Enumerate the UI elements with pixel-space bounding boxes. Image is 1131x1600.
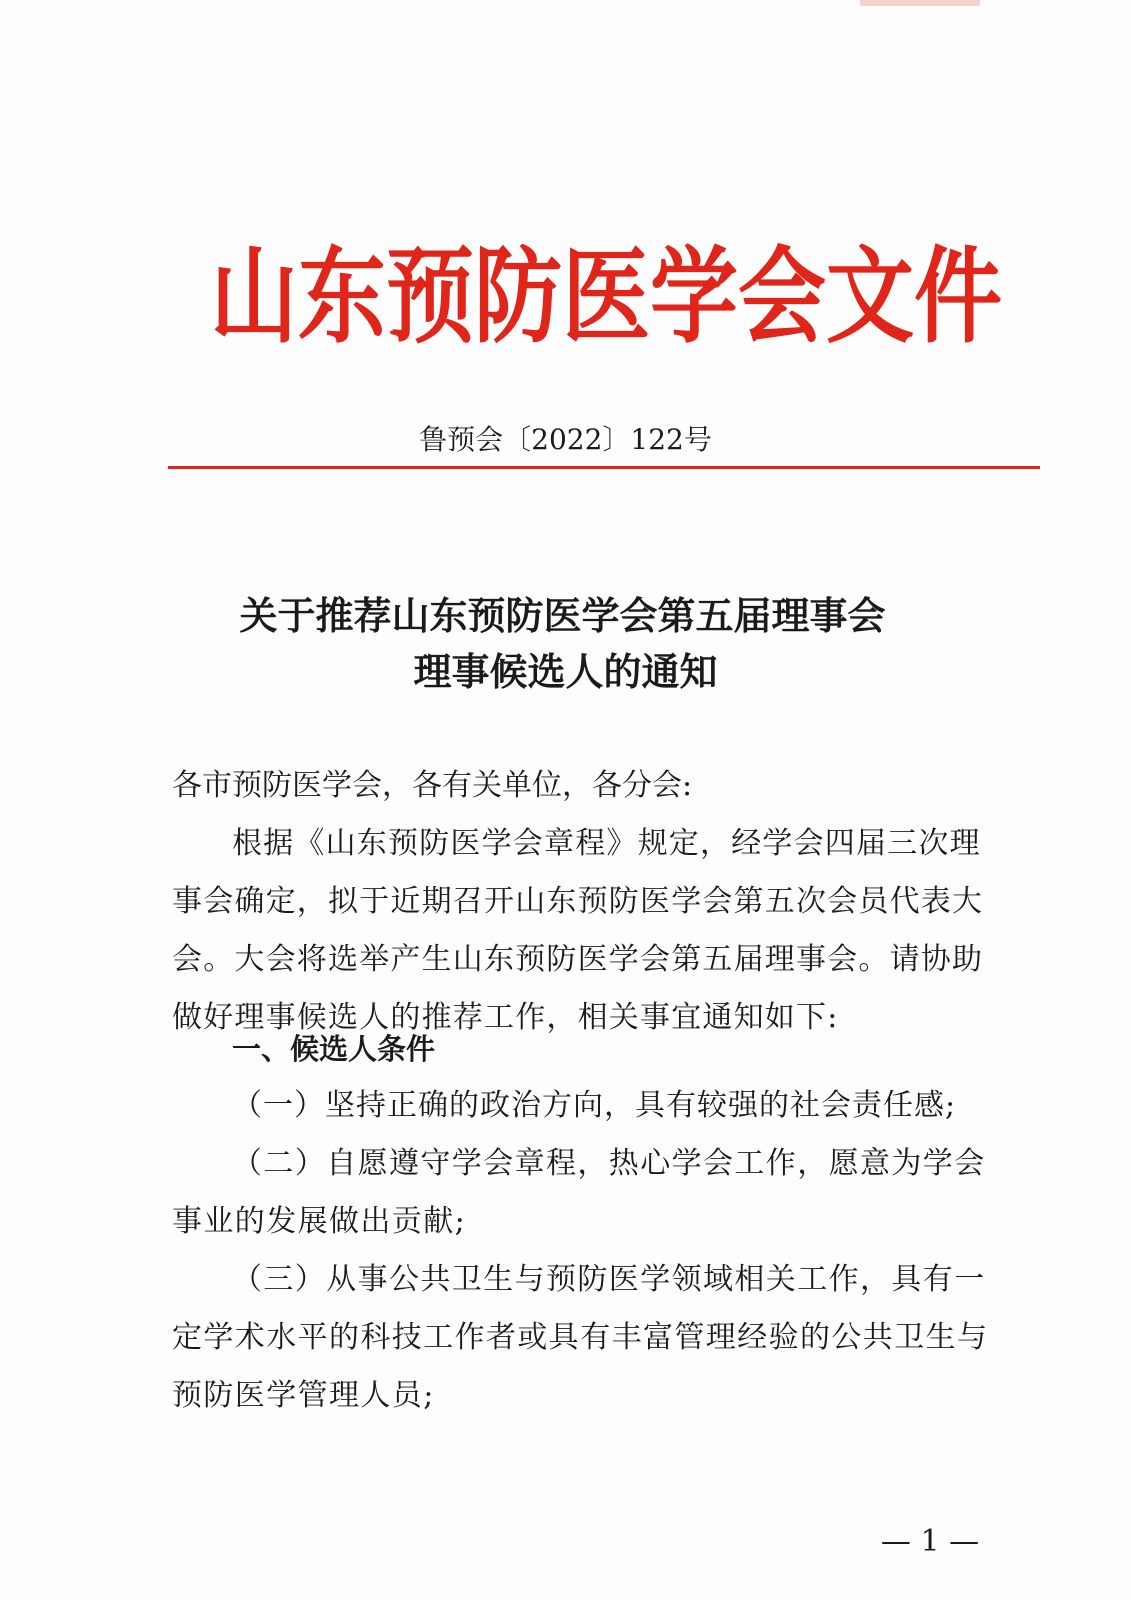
notice-title-line-2: 理事候选人的通知 (413, 649, 718, 694)
section-heading-candidate-conditions: 一、候选人条件 (232, 1032, 436, 1066)
page-number: — 1 — (880, 1524, 980, 1559)
salutation: 各市预防医学会，各有关单位，各分会: (172, 768, 693, 803)
notice-title-line-1: 关于推荐山东预防医学会第五届理事会 (239, 593, 886, 638)
document-masthead: 山东预防医学会文件 (210, 235, 1003, 358)
condition-item-3: （三）从事公共卫生与预防医学领域相关工作，具有一定学术水平的科技工作者或具有丰富管理经验的公共卫生与预防医学管理人员; (172, 1262, 989, 1413)
condition-item-1: （一）坚持正确的政治方向，具有较强的社会责任感; (232, 1088, 957, 1123)
scan-edge-mark (860, 0, 980, 6)
document-number: 鲁预会〔2022〕122号 (419, 423, 712, 456)
red-divider-line (168, 466, 1040, 469)
condition-item-2: （二）自愿遵守学会章程，热心学会工作，愿意为学会事业的发展做出贡献; (172, 1146, 986, 1239)
intro-paragraph: 根据《山东预防医学会章程》规定，经学会四届三次理事会确定，拟于近期召开山东预防医学会第五次会员代表大会。大会将选举产生山东预防医学会第五届理事会。请协助做好理事候选人的推荐工作，相关事宜通知如下: (172, 826, 984, 1035)
